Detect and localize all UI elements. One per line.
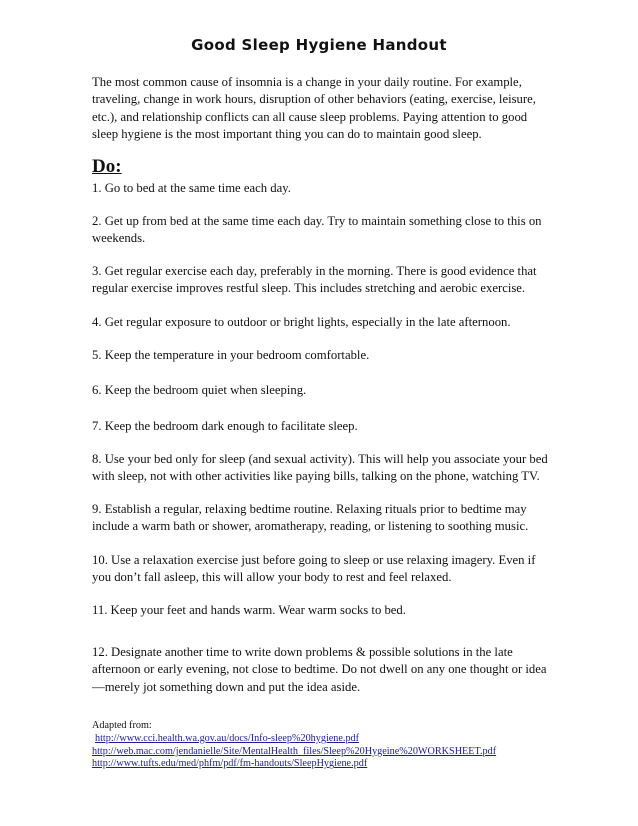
do-heading: Do: (92, 156, 122, 177)
source-link-1[interactable]: http://www.cci.health.wa.gov.au/docs/Info-sleep%20hygiene.pdf (95, 732, 360, 744)
page-title: Good Sleep Hygiene Handout (191, 36, 447, 54)
list-item-8: 8. Use your bed only for sleep (and sexual activity). This will help you associate your bed with sleep, not with other activities like paying bills, talking on the phone, watching TV. (92, 452, 548, 484)
list-item-1: 1. Go to bed at the same time each day. (92, 181, 291, 195)
sources-block (92, 720, 562, 771)
source-link-3[interactable]: http://www.tufts.edu/med/phfm/pdf/fm-handouts/SleepHygiene.pdf (92, 758, 368, 770)
list-item-9: 9. Establish a regular, relaxing bedtime routine. Relaxing rituals prior to bedtime may include a warm bath or shower, aromatherapy, reading, or listening to soothing music. (92, 502, 529, 534)
list-item-4: 4. Get regular exposure to outdoor or bright lights, especially in the late afternoon. (92, 315, 511, 329)
list-item-3: 3. Get regular exercise each day, preferably in the morning. There is good evidence that regular exercise improves restful sleep. This includes stretching and aerobic exercise. (92, 264, 537, 296)
list-item-2: 2. Get up from bed at the same time each day. Try to maintain something close to this on weekends. (92, 214, 542, 246)
list-item-10: 10. Use a relaxation exercise just before going to sleep or use relaxing imagery. Even if you don’t fall asleep, this will allow your body to rest and feel relaxed. (92, 553, 536, 585)
intro-paragraph: The most common cause of insomnia is a change in your daily routine. For example, traveling, change in work hours, disruption of other behaviors (eating, exercise, leisure, etc.), and relationship conflicts can all cause sleep problems. Paying attention to good sleep hygiene is the most important thing you can do to maintain good sleep. (92, 75, 536, 141)
list-item-6: 6. Keep the bedroom quiet when sleeping. (92, 383, 307, 397)
adapted-label: Adapted from: (92, 720, 152, 731)
list-item-5: 5. Keep the temperature in your bedroom comfortable. (92, 348, 370, 362)
list-item-11: 11. Keep your feet and hands warm. Wear warm socks to bed. (92, 603, 406, 617)
source-link-2[interactable]: http://web.mac.com/jendanielle/Site/MentalHealth_files/Sleep%20Hygeine%20WORKSHEET.pdf (92, 745, 497, 757)
list-item-7: 7. Keep the bedroom dark enough to facilitate sleep. (92, 419, 358, 433)
list-item-12: 12. Designate another time to write down problems & possible solutions in the late afternoon or early evening, not close to bedtime. Do not dwell on any one thought or idea—merely jot something down and put the idea aside. (92, 645, 547, 694)
